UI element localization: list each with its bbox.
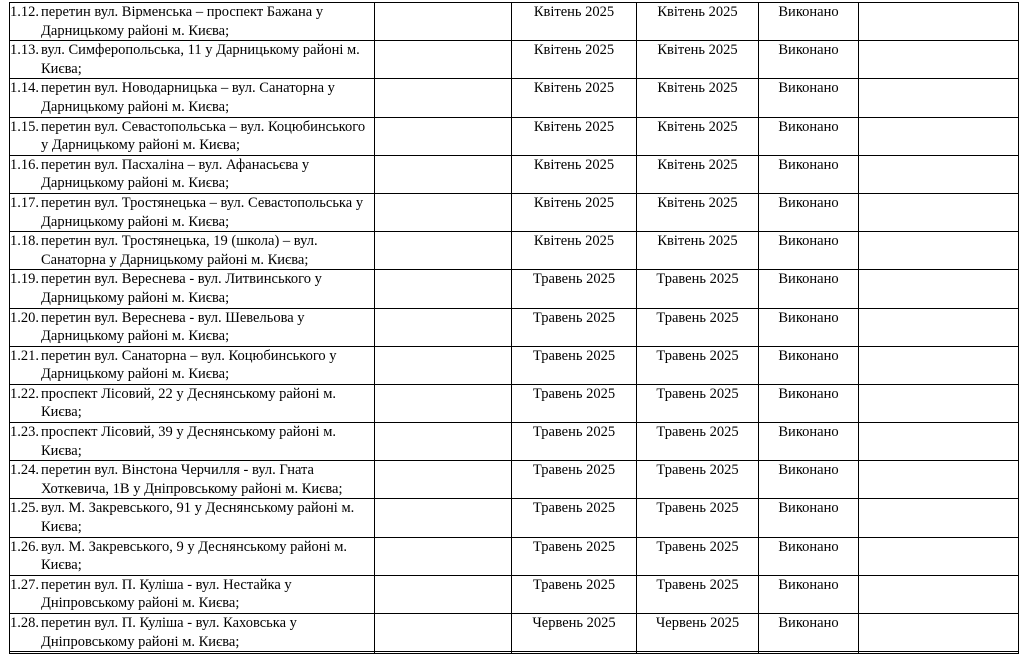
item-number: 1.22. [10,385,39,402]
note-cell [859,41,1019,79]
list-item [10,423,374,460]
note-cell [859,193,1019,231]
status-cell: Виконано [759,614,859,652]
item-text: перетин вул. Вереснева - вул. Литвинського у Дарницькому районі м. Києва; [41,271,322,306]
plan-date-cell: Квітень 2025 [512,79,637,117]
description-cell [10,384,375,422]
plan-date-cell: Квітень 2025 [512,193,637,231]
blank-cell [375,117,512,155]
fact-date-cell: Травень 2025 [637,346,759,384]
blank-cell [375,614,512,652]
item-text: вул. Симферопольська, 11 у Дарницькому районі м. Києва; [41,42,360,77]
blank-cell [375,155,512,193]
item-text: вул. М. Закревського, 9 у Деснянському районі м. Києва; [41,538,348,574]
note-cell [859,308,1019,346]
plan-date-cell: Травень 2025 [512,575,637,613]
list-item [10,270,374,307]
blank-cell [375,537,512,575]
item-text: вул. М. Закревського, 91 у Деснянському районі м. Києва; [41,500,355,536]
table-row [10,461,1019,499]
fact-date-cell: Квітень 2025 [637,79,759,117]
plan-date-cell: Травень 2025 [512,270,637,308]
note-cell [859,3,1019,41]
blank-cell [375,346,512,384]
status-cell: Виконано [759,3,859,41]
note-cell [859,79,1019,117]
table-row [10,346,1019,384]
item-text: перетин вул. Санаторна – вул. Коцюбинського у Дарницькому районі м. Києва; [41,347,337,383]
note-cell [859,117,1019,155]
list-item [10,538,374,575]
item-number: 1.24. [10,462,39,479]
status-cell: Виконано [759,346,859,384]
list-item [10,499,374,536]
blank-cell [375,79,512,117]
table-row-spacer [10,652,1019,654]
note-cell [859,346,1019,384]
item-text: проспект Лісовий, 39 у Деснянському районі м. Києва; [41,424,337,459]
item-text: проспект Лісовий, 22 у Деснянському районі м. Києва; [41,385,337,421]
item-number: 1.13. [10,42,39,59]
note-cell [859,232,1019,270]
description-cell [10,652,375,654]
list-item [10,118,374,155]
blank-cell [375,193,512,231]
list-item [10,232,374,269]
note-cell [859,652,1019,654]
fact-date-cell [637,652,759,654]
fact-date-cell: Квітень 2025 [637,41,759,79]
table-row [10,308,1019,346]
status-cell: Виконано [759,537,859,575]
blank-cell [375,384,512,422]
plan-date-cell: Травень 2025 [512,384,637,422]
fact-date-cell: Червень 2025 [637,614,759,652]
status-cell [759,652,859,654]
table-body [10,3,1019,654]
list-item [10,309,374,346]
fact-date-cell: Травень 2025 [637,423,759,461]
description-cell [10,79,375,117]
fact-date-cell: Травень 2025 [637,270,759,308]
item-text: перетин вул. Вінстона Черчилля - вул. Гната Хоткевича, 1В у Дніпровському районі м. Києва; [41,462,343,497]
table-row [10,79,1019,117]
status-cell: Виконано [759,270,859,308]
table-row [10,384,1019,422]
description-cell [10,346,375,384]
fact-date-cell: Квітень 2025 [637,232,759,270]
note-cell [859,270,1019,308]
description-cell [10,537,375,575]
list-item [10,347,374,384]
item-number: 1.12. [10,4,39,20]
description-cell [10,3,375,41]
list-item [10,385,374,422]
status-cell: Виконано [759,308,859,346]
blank-cell [375,232,512,270]
table-row [10,232,1019,270]
status-cell: Виконано [759,193,859,231]
item-number: 1.26. [10,538,39,555]
table-row [10,155,1019,193]
description-cell [10,423,375,461]
item-text: перетин вул. Севастопольська – вул. Коцюбинського у Дарницькому районі м. Києва; [41,118,366,154]
note-cell [859,155,1019,193]
status-cell: Виконано [759,41,859,79]
item-number: 1.25. [10,500,39,517]
blank-cell [375,308,512,346]
item-text: перетин вул. Новодарницька – вул. Санаторна у Дарницькому районі м. Києва; [41,80,335,115]
item-number: 1.27. [10,576,39,593]
table-row [10,499,1019,537]
note-cell [859,575,1019,613]
list-item [10,3,374,40]
status-cell: Виконано [759,232,859,270]
table-row [10,193,1019,231]
note-cell [859,537,1019,575]
blank-cell [375,461,512,499]
item-text: перетин вул. Вірменська – проспект Бажана у Дарницькому районі м. Києва; [41,4,324,39]
fact-date-cell: Квітень 2025 [637,117,759,155]
fact-date-cell: Квітень 2025 [637,155,759,193]
plan-date-cell: Травень 2025 [512,499,637,537]
status-cell: Виконано [759,384,859,422]
plan-date-cell: Травень 2025 [512,461,637,499]
fact-date-cell: Травень 2025 [637,308,759,346]
status-cell: Виконано [759,117,859,155]
fact-date-cell: Травень 2025 [637,537,759,575]
table-row [10,423,1019,461]
fact-date-cell: Квітень 2025 [637,193,759,231]
item-number: 1.16. [10,156,39,173]
status-cell: Виконано [759,423,859,461]
list-item [10,156,374,193]
blank-cell [375,270,512,308]
plan-date-cell: Квітень 2025 [512,232,637,270]
blank-cell [375,423,512,461]
item-number: 1.14. [10,80,39,97]
item-number: 1.18. [10,233,39,250]
plan-date-cell: Червень 2025 [512,614,637,652]
list-item [10,194,374,231]
description-cell [10,461,375,499]
item-number: 1.17. [10,194,39,211]
item-number: 1.21. [10,347,39,364]
status-cell: Виконано [759,155,859,193]
blank-cell [375,3,512,41]
description-cell [10,232,375,270]
status-cell: Виконано [759,499,859,537]
plan-date-cell: Квітень 2025 [512,41,637,79]
table-row [10,41,1019,79]
item-number: 1.28. [10,615,39,631]
measures-table [9,2,1019,654]
fact-date-cell: Квітень 2025 [637,3,759,41]
plan-date-cell: Квітень 2025 [512,117,637,155]
plan-date-cell: Квітень 2025 [512,3,637,41]
status-cell: Виконано [759,461,859,499]
description-cell [10,41,375,79]
item-text: перетин вул. П. Куліша - вул. Каховська у Дніпровському районі м. Києва; [41,615,297,650]
status-cell: Виконано [759,575,859,613]
plan-date-cell: Травень 2025 [512,423,637,461]
plan-date-cell: Травень 2025 [512,308,637,346]
item-number: 1.23. [10,424,39,441]
item-number: 1.20. [10,309,39,326]
note-cell [859,499,1019,537]
table-row [10,117,1019,155]
list-item [10,79,374,116]
description-cell [10,193,375,231]
item-text: перетин вул. П. Куліша - вул. Нестайка у Дніпровському районі м. Києва; [41,576,292,612]
fact-date-cell: Травень 2025 [637,461,759,499]
status-cell: Виконано [759,79,859,117]
plan-date-cell [512,652,637,654]
blank-cell [375,652,512,654]
fact-date-cell: Травень 2025 [637,384,759,422]
description-cell [10,614,375,652]
fact-date-cell: Травень 2025 [637,575,759,613]
table-row [10,575,1019,613]
item-text: перетин вул. Тростянецька – вул. Севастопольська у Дарницькому районі м. Києва; [41,194,364,230]
document-page [0,2,1024,652]
item-text: перетин вул. Пасхаліна – вул. Афанасьєва у Дарницькому районі м. Києва; [41,156,310,192]
plan-date-cell: Квітень 2025 [512,155,637,193]
table-row [10,3,1019,41]
blank-cell [375,499,512,537]
description-cell [10,155,375,193]
item-number: 1.15. [10,118,39,135]
note-cell [859,423,1019,461]
plan-date-cell: Травень 2025 [512,537,637,575]
item-number: 1.19. [10,271,39,288]
list-item [10,41,374,78]
description-cell [10,117,375,155]
description-cell [10,575,375,613]
description-cell [10,308,375,346]
note-cell [859,384,1019,422]
table-row [10,614,1019,652]
note-cell [859,461,1019,499]
description-cell [10,270,375,308]
plan-date-cell: Травень 2025 [512,346,637,384]
fact-date-cell: Травень 2025 [637,499,759,537]
blank-cell [375,41,512,79]
list-item [10,576,374,613]
note-cell [859,614,1019,652]
blank-cell [375,575,512,613]
item-text: перетин вул. Тростянецька, 19 (школа) – вул. Санаторна у Дарницькому районі м. Києва; [41,233,318,268]
item-text: перетин вул. Вереснева - вул. Шевельова у Дарницькому районі м. Києва; [41,309,305,345]
table-row [10,270,1019,308]
list-item [10,614,374,651]
table-row [10,537,1019,575]
description-cell [10,499,375,537]
list-item [10,461,374,498]
